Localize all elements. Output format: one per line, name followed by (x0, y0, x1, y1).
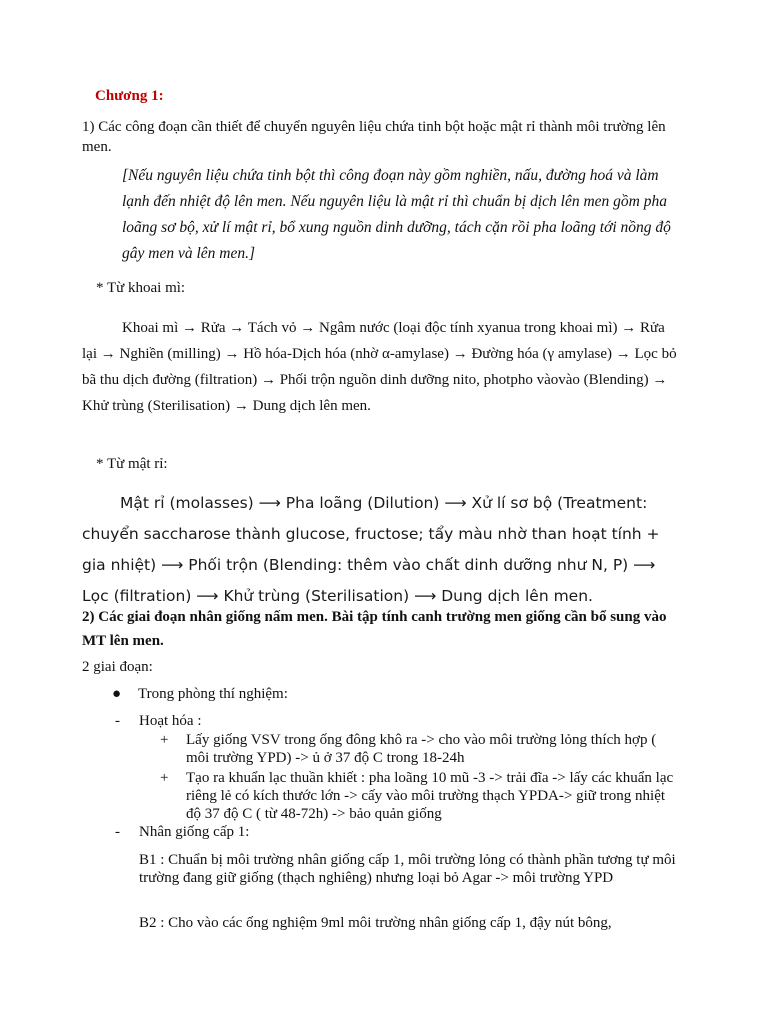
list-item (160, 731, 680, 767)
dash-icon: - (115, 824, 120, 840)
molasses-heading: * Từ mật rỉ: (96, 456, 168, 472)
list-item (160, 769, 680, 823)
activation-steps (160, 731, 680, 825)
plus-icon: + (160, 732, 169, 748)
activation-step-1: Lấy giống VSV trong ống đông khô ra -> cho vào môi trường lỏng thích hợp ( môi trường YPD) -> ủ ở 37 độ C trong 18-24h (186, 732, 657, 766)
plus-icon: + (160, 770, 169, 786)
dash-icon: - (115, 713, 120, 729)
bullet-lab-label: Trong phòng thí nghiệm: (138, 686, 288, 702)
section1-answer: [Nếu nguyên liệu chứa tinh bột thì công đoạn này gồm nghiền, nấu, đường hoá và làm lạnh đến nhiệt độ lên men. Nếu nguyên liệu là mật rỉ thì chuẩn bị dịch lên men gồm pha loãng sơ bộ, xử lí mật rỉ, bổ xung nguồn dinh dưỡng, tách cặn rồi pha loãng tới nồng độ gây men và lên men.] (122, 167, 671, 262)
level1-step-b1: B1 : Chuẩn bị môi trường nhân giống cấp 1, môi trường lỏng có thành phần tương tự môi trường đang giữ giống (thạch nghiêng) nhưng loại bỏ Agar -> môi trường YPD (139, 852, 676, 886)
activation-label: Hoạt hóa : (139, 713, 202, 729)
cassava-process: Khoai mì → Rửa → Tách vỏ → Ngâm nước (loại độc tính xyanua trong khoai mì) → Rửa lại → Nghiền (milling) → Hồ hóa-Dịch hóa (nhờ α-amylase) → Đường hóa (γ amylase) → Lọc bỏ bã thu dịch đường (filtration) → Phối trộn nguồn dinh dưỡng nito, photpho vàovào (Blending) → Khử trùng (Sterilisation) → Dung dịch lên men. (82, 320, 677, 414)
bullet-icon: ● (112, 686, 122, 702)
level1-label: Nhân giống cấp 1: (139, 824, 250, 840)
dash-item-activation (115, 713, 201, 730)
bullet-item-lab (112, 686, 288, 703)
activation-step-2: Tạo ra khuẩn lạc thuần khiết : pha loãng 10 mũ -3 -> trải đĩa -> lấy các khuẩn lạc riêng lẻ có kích thước lớn -> cấy vào môi trường thạch YPDA-> giữ trong nhiệt độ 37 độ C ( từ 48-72h) -> bảo quản giống (186, 770, 674, 822)
dash-item-level1 (115, 824, 249, 841)
molasses-process: Mật rỉ (molasses) ⟶ Pha loãng (Dilution) ⟶ Xử lí sơ bộ (Treatment: chuyển saccharose thành glucose, fructose; tẩy màu nhờ than hoạt tính + gia nhiệt) ⟶ Phối trộn (Blending: thêm vào chất dinh dưỡng như N, P) ⟶ Lọc (filtration) ⟶ Khử trùng (Sterilisation) ⟶ Dung dịch lên men. (82, 494, 660, 605)
section2-heading: 2) Các giai đoạn nhân giống nấm men. Bài tập tính canh trường men giống cần bổ sung vào MT lên men. (82, 609, 667, 649)
section1-question: 1) Các công đoạn cần thiết để chuyển nguyên liệu chứa tinh bột hoặc mật rỉ thành môi trường lên men. (82, 119, 666, 155)
chapter-title: Chương 1: (95, 88, 164, 104)
level1-step-b2: B2 : Cho vào các ống nghiệm 9ml môi trường nhân giống cấp 1, đậy nút bông, (139, 915, 612, 931)
stages-label: 2 giai đoạn: (82, 659, 153, 675)
cassava-heading: * Từ khoai mì: (96, 280, 186, 296)
